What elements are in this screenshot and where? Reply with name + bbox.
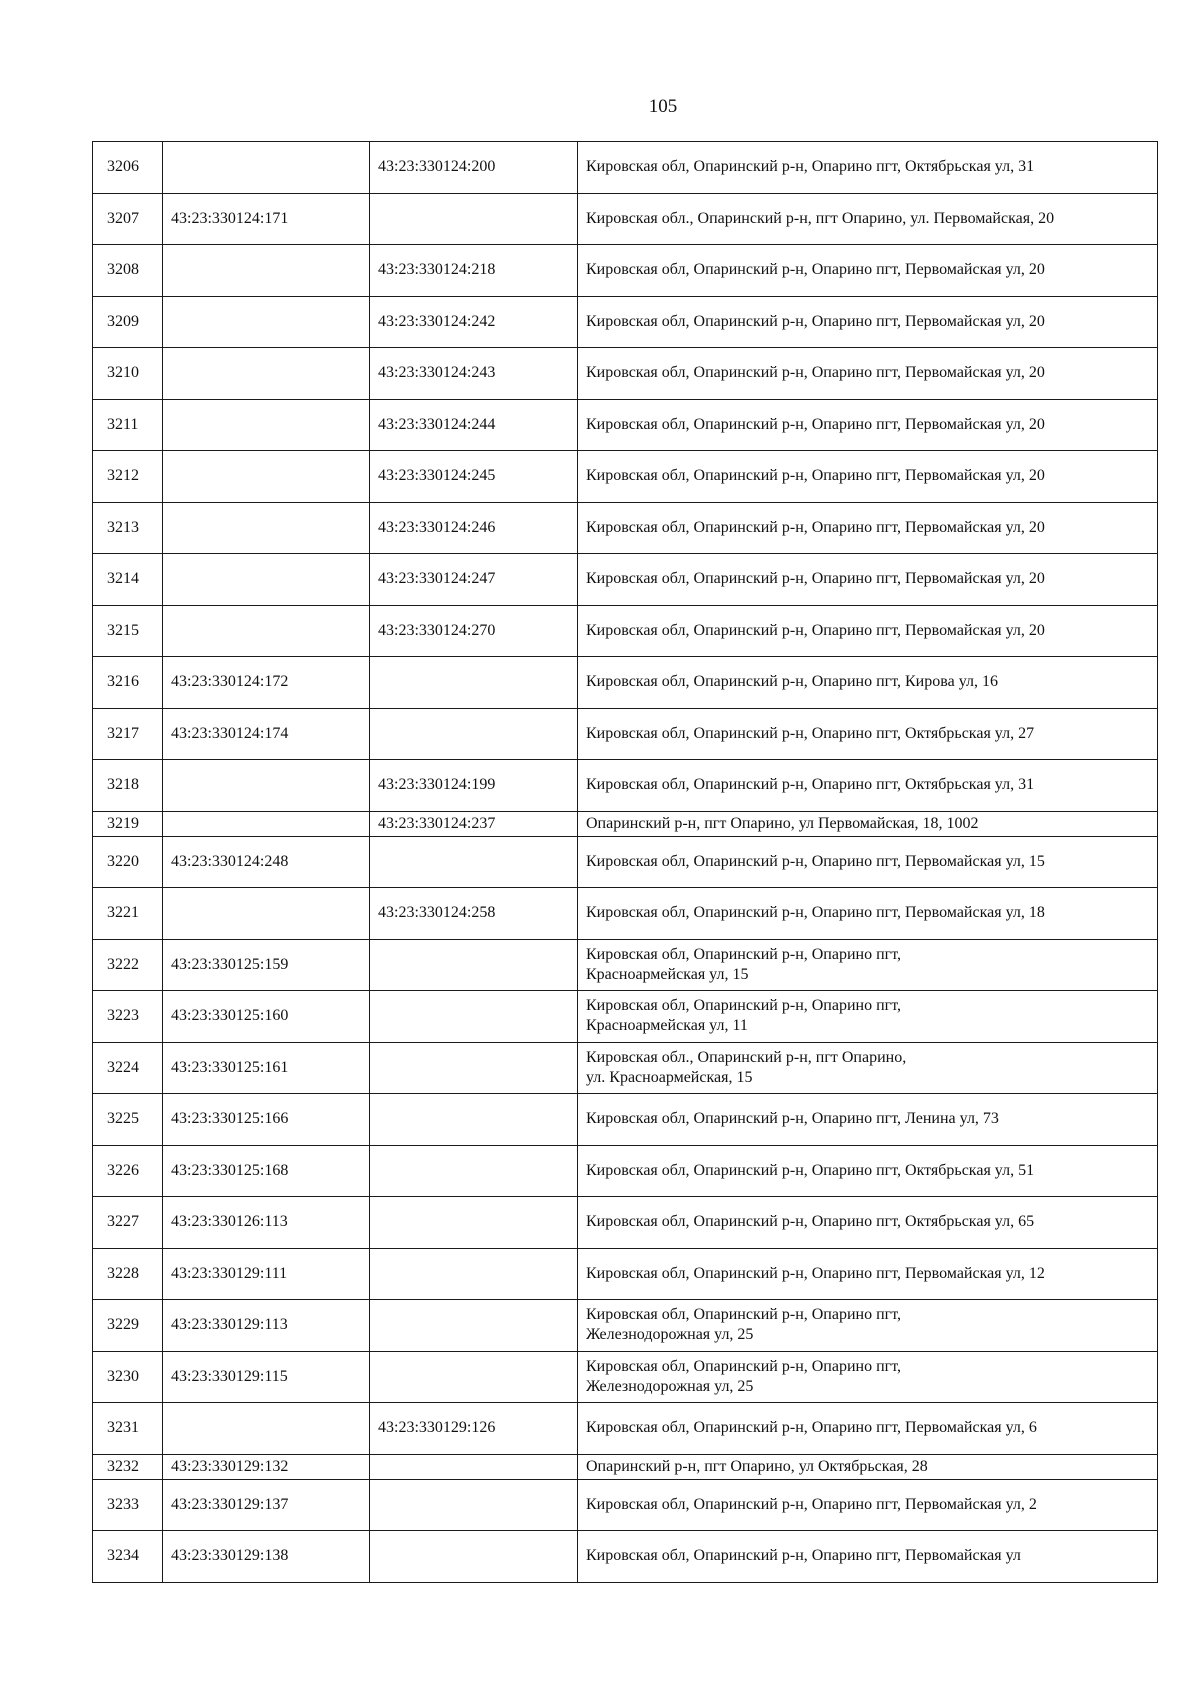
cadastral-number-cell: 43:23:330129:137 xyxy=(163,1479,370,1531)
object-cadastral-number-cell: 43:23:330129:126 xyxy=(370,1403,578,1455)
object-cadastral-number-cell: 43:23:330124:258 xyxy=(370,888,578,940)
address-line: Кировская обл, Опаринский р-н, Опарино пгт, xyxy=(586,1357,902,1375)
table-row xyxy=(93,991,1158,1043)
row-number-cell: 3209 xyxy=(93,296,163,348)
table-row xyxy=(93,399,1158,451)
object-cadastral-number-cell: 43:23:330124:244 xyxy=(370,399,578,451)
table-row xyxy=(93,811,1158,836)
row-number-cell: 3213 xyxy=(93,502,163,554)
address-cell xyxy=(578,399,1158,451)
table-row xyxy=(93,1094,1158,1146)
cadastral-number-cell xyxy=(163,888,370,940)
cadastral-number-cell: 43:23:330129:111 xyxy=(163,1248,370,1300)
address-cell xyxy=(578,657,1158,709)
object-cadastral-number-cell xyxy=(370,657,578,709)
address-line: Кировская обл, Опаринский р-н, Опарино пгт, Первомайская ул, 15 xyxy=(586,852,1045,870)
cadastral-number-cell: 43:23:330124:171 xyxy=(163,193,370,245)
address-cell xyxy=(578,836,1158,888)
table-row xyxy=(93,1248,1158,1300)
row-number-cell: 3215 xyxy=(93,605,163,657)
table-row xyxy=(93,296,1158,348)
row-number-cell: 3219 xyxy=(93,811,163,836)
address-cell xyxy=(578,451,1158,503)
row-number-cell: 3217 xyxy=(93,708,163,760)
object-cadastral-number-cell xyxy=(370,1300,578,1352)
object-cadastral-number-cell: 43:23:330124:270 xyxy=(370,605,578,657)
address-cell xyxy=(578,296,1158,348)
table-row xyxy=(93,1454,1158,1479)
table-row xyxy=(93,1145,1158,1197)
registry-table-body xyxy=(93,142,1158,1583)
row-number-cell: 3210 xyxy=(93,348,163,400)
row-number-cell: 3222 xyxy=(93,939,163,991)
cadastral-number-cell: 43:23:330129:132 xyxy=(163,1454,370,1479)
address-line: Кировская обл, Опаринский р-н, Опарино пгт, Первомайская ул xyxy=(586,1547,1021,1565)
address-cell xyxy=(578,193,1158,245)
row-number-cell: 3212 xyxy=(93,451,163,503)
row-number-cell: 3231 xyxy=(93,1403,163,1455)
cadastral-number-cell: 43:23:330125:166 xyxy=(163,1094,370,1146)
table-row xyxy=(93,1042,1158,1094)
cadastral-number-cell: 43:23:330129:113 xyxy=(163,1300,370,1352)
table-row xyxy=(93,1197,1158,1249)
object-cadastral-number-cell: 43:23:330124:200 xyxy=(370,142,578,194)
object-cadastral-number-cell: 43:23:330124:247 xyxy=(370,554,578,606)
table-row xyxy=(93,502,1158,554)
cadastral-number-cell: 43:23:330124:248 xyxy=(163,836,370,888)
address-cell xyxy=(578,142,1158,194)
table-row xyxy=(93,245,1158,297)
cadastral-number-cell xyxy=(163,142,370,194)
address-cell xyxy=(578,554,1158,606)
object-cadastral-number-cell xyxy=(370,1531,578,1583)
object-cadastral-number-cell: 43:23:330124:242 xyxy=(370,296,578,348)
object-cadastral-number-cell: 43:23:330124:199 xyxy=(370,760,578,812)
cadastral-number-cell xyxy=(163,502,370,554)
address-line: Кировская обл, Опаринский р-н, Опарино пгт, Кирова ул, 16 xyxy=(586,673,998,691)
table-row xyxy=(93,451,1158,503)
cadastral-number-cell: 43:23:330124:172 xyxy=(163,657,370,709)
cadastral-number-cell: 43:23:330129:138 xyxy=(163,1531,370,1583)
object-cadastral-number-cell xyxy=(370,939,578,991)
address-cell xyxy=(578,1479,1158,1531)
address-cell xyxy=(578,1531,1158,1583)
object-cadastral-number-cell xyxy=(370,1454,578,1479)
cadastral-number-cell xyxy=(163,296,370,348)
address-line: Кировская обл, Опаринский р-н, Опарино пгт, Октябрьская ул, 27 xyxy=(586,724,1035,742)
row-number-cell: 3233 xyxy=(93,1479,163,1531)
object-cadastral-number-cell xyxy=(370,1351,578,1403)
address-line: Кировская обл., Опаринский р-н, пгт Опарино, ул. Первомайская, 20 xyxy=(586,209,1055,227)
address-cell xyxy=(578,1197,1158,1249)
cadastral-number-cell: 43:23:330125:161 xyxy=(163,1042,370,1094)
address-cell xyxy=(578,1042,1158,1094)
address-cell xyxy=(578,1454,1158,1479)
cadastral-number-cell xyxy=(163,760,370,812)
address-cell xyxy=(578,245,1158,297)
address-line: Кировская обл, Опаринский р-н, Опарино пгт, Первомайская ул, 18 xyxy=(586,904,1045,922)
object-cadastral-number-cell xyxy=(370,1094,578,1146)
address-cell xyxy=(578,348,1158,400)
address-line: Кировская обл, Опаринский р-н, Опарино пгт, Октябрьская ул, 31 xyxy=(586,776,1035,794)
address-line: Кировская обл, Опаринский р-н, Опарино пгт, Ленина ул, 73 xyxy=(586,1110,999,1128)
address-cell xyxy=(578,708,1158,760)
object-cadastral-number-cell xyxy=(370,1248,578,1300)
row-number-cell: 3225 xyxy=(93,1094,163,1146)
address-line: Кировская обл, Опаринский р-н, Опарино пгт, Первомайская ул, 20 xyxy=(586,570,1045,588)
row-number-cell: 3232 xyxy=(93,1454,163,1479)
object-cadastral-number-cell xyxy=(370,708,578,760)
address-line: Кировская обл, Опаринский р-н, Опарино пгт, Первомайская ул, 2 xyxy=(586,1495,1037,1513)
address-cell xyxy=(578,605,1158,657)
cadastral-number-cell xyxy=(163,1403,370,1455)
row-number-cell: 3224 xyxy=(93,1042,163,1094)
cadastral-number-cell: 43:23:330125:168 xyxy=(163,1145,370,1197)
address-line: Кировская обл, Опаринский р-н, Опарино пгт, Октябрьская ул, 65 xyxy=(586,1213,1035,1231)
object-cadastral-number-cell xyxy=(370,193,578,245)
object-cadastral-number-cell: 43:23:330124:246 xyxy=(370,502,578,554)
cadastral-number-cell: 43:23:330129:115 xyxy=(163,1351,370,1403)
address-cell xyxy=(578,991,1158,1043)
row-number-cell: 3218 xyxy=(93,760,163,812)
table-row xyxy=(93,1403,1158,1455)
address-line: Кировская обл, Опаринский р-н, Опарино пгт, Первомайская ул, 12 xyxy=(586,1264,1045,1282)
address-cell xyxy=(578,1094,1158,1146)
address-cell xyxy=(578,1145,1158,1197)
row-number-cell: 3227 xyxy=(93,1197,163,1249)
object-cadastral-number-cell: 43:23:330124:218 xyxy=(370,245,578,297)
object-cadastral-number-cell xyxy=(370,1145,578,1197)
object-cadastral-number-cell xyxy=(370,836,578,888)
address-line: Кировская обл, Опаринский р-н, Опарино пгт, Первомайская ул, 20 xyxy=(586,621,1045,639)
address-cell xyxy=(578,502,1158,554)
row-number-cell: 3207 xyxy=(93,193,163,245)
table-row xyxy=(93,142,1158,194)
address-cell xyxy=(578,1248,1158,1300)
row-number-cell: 3223 xyxy=(93,991,163,1043)
table-row xyxy=(93,348,1158,400)
address-line-continued: Железнодорожная ул, 25 xyxy=(586,1326,754,1344)
table-row xyxy=(93,939,1158,991)
object-cadastral-number-cell xyxy=(370,1197,578,1249)
cadastral-number-cell xyxy=(163,245,370,297)
address-line: Кировская обл, Опаринский р-н, Опарино пгт, Первомайская ул, 20 xyxy=(586,312,1045,330)
address-line: Кировская обл, Опаринский р-н, Опарино пгт, Первомайская ул, 20 xyxy=(586,518,1045,536)
address-line: Кировская обл, Опаринский р-н, Опарино пгт, Первомайская ул, 20 xyxy=(586,364,1045,382)
table-row xyxy=(93,1351,1158,1403)
registry-table xyxy=(92,141,1158,1583)
table-row xyxy=(93,554,1158,606)
address-cell xyxy=(578,939,1158,991)
address-line-continued: Красноармейская ул, 11 xyxy=(586,1017,748,1035)
table-row xyxy=(93,760,1158,812)
address-cell xyxy=(578,1351,1158,1403)
cadastral-number-cell: 43:23:330126:113 xyxy=(163,1197,370,1249)
address-cell xyxy=(578,811,1158,836)
row-number-cell: 3230 xyxy=(93,1351,163,1403)
address-line: Кировская обл, Опаринский р-н, Опарино пгт, Октябрьская ул, 31 xyxy=(586,158,1035,176)
table-row xyxy=(93,193,1158,245)
address-line: Кировская обл, Опаринский р-н, Опарино пгт, Первомайская ул, 20 xyxy=(586,261,1045,279)
table-row xyxy=(93,1479,1158,1531)
cadastral-number-cell: 43:23:330124:174 xyxy=(163,708,370,760)
row-number-cell: 3206 xyxy=(93,142,163,194)
row-number-cell: 3220 xyxy=(93,836,163,888)
table-row xyxy=(93,1531,1158,1583)
address-line: Кировская обл, Опаринский р-н, Опарино пгт, xyxy=(586,997,902,1015)
address-line-continued: Красноармейская ул, 15 xyxy=(586,965,749,983)
row-number-cell: 3221 xyxy=(93,888,163,940)
object-cadastral-number-cell xyxy=(370,991,578,1043)
cadastral-number-cell xyxy=(163,811,370,836)
table-row xyxy=(93,708,1158,760)
row-number-cell: 3211 xyxy=(93,399,163,451)
address-line: Кировская обл, Опаринский р-н, Опарино пгт, Первомайская ул, 6 xyxy=(586,1419,1037,1437)
address-line: Опаринский р-н, пгт Опарино, ул Октябрьская, 28 xyxy=(586,1457,928,1475)
object-cadastral-number-cell: 43:23:330124:243 xyxy=(370,348,578,400)
row-number-cell: 3228 xyxy=(93,1248,163,1300)
object-cadastral-number-cell xyxy=(370,1042,578,1094)
address-line: Опаринский р-н, пгт Опарино, ул Первомайская, 18, 1002 xyxy=(586,814,979,832)
cadastral-number-cell xyxy=(163,348,370,400)
object-cadastral-number-cell: 43:23:330124:237 xyxy=(370,811,578,836)
table-row xyxy=(93,888,1158,940)
row-number-cell: 3208 xyxy=(93,245,163,297)
address-cell xyxy=(578,760,1158,812)
row-number-cell: 3216 xyxy=(93,657,163,709)
object-cadastral-number-cell: 43:23:330124:245 xyxy=(370,451,578,503)
cadastral-number-cell xyxy=(163,399,370,451)
address-line: Кировская обл., Опаринский р-н, пгт Опарино, xyxy=(586,1048,907,1066)
table-row xyxy=(93,1300,1158,1352)
page-number: 105 xyxy=(648,96,678,117)
cadastral-number-cell: 43:23:330125:160 xyxy=(163,991,370,1043)
table-row xyxy=(93,836,1158,888)
address-line: Кировская обл, Опаринский р-н, Опарино пгт, Первомайская ул, 20 xyxy=(586,415,1045,433)
row-number-cell: 3234 xyxy=(93,1531,163,1583)
cadastral-number-cell xyxy=(163,554,370,606)
cadastral-number-cell: 43:23:330125:159 xyxy=(163,939,370,991)
address-line: Кировская обл, Опаринский р-н, Опарино пгт, xyxy=(586,1306,902,1324)
table-row xyxy=(93,605,1158,657)
cadastral-number-cell xyxy=(163,605,370,657)
address-line-continued: Железнодорожная ул, 25 xyxy=(586,1377,754,1395)
address-cell xyxy=(578,1300,1158,1352)
row-number-cell: 3226 xyxy=(93,1145,163,1197)
object-cadastral-number-cell xyxy=(370,1479,578,1531)
row-number-cell: 3214 xyxy=(93,554,163,606)
table-row xyxy=(93,657,1158,709)
address-line: Кировская обл, Опаринский р-н, Опарино пгт, Первомайская ул, 20 xyxy=(586,467,1045,485)
address-cell xyxy=(578,1403,1158,1455)
address-line: Кировская обл, Опаринский р-н, Опарино пгт, xyxy=(586,945,902,963)
cadastral-number-cell xyxy=(163,451,370,503)
address-line-continued: ул. Красноармейская, 15 xyxy=(586,1068,753,1086)
address-cell xyxy=(578,888,1158,940)
row-number-cell: 3229 xyxy=(93,1300,163,1352)
address-line: Кировская обл, Опаринский р-н, Опарино пгт, Октябрьская ул, 51 xyxy=(586,1161,1035,1179)
